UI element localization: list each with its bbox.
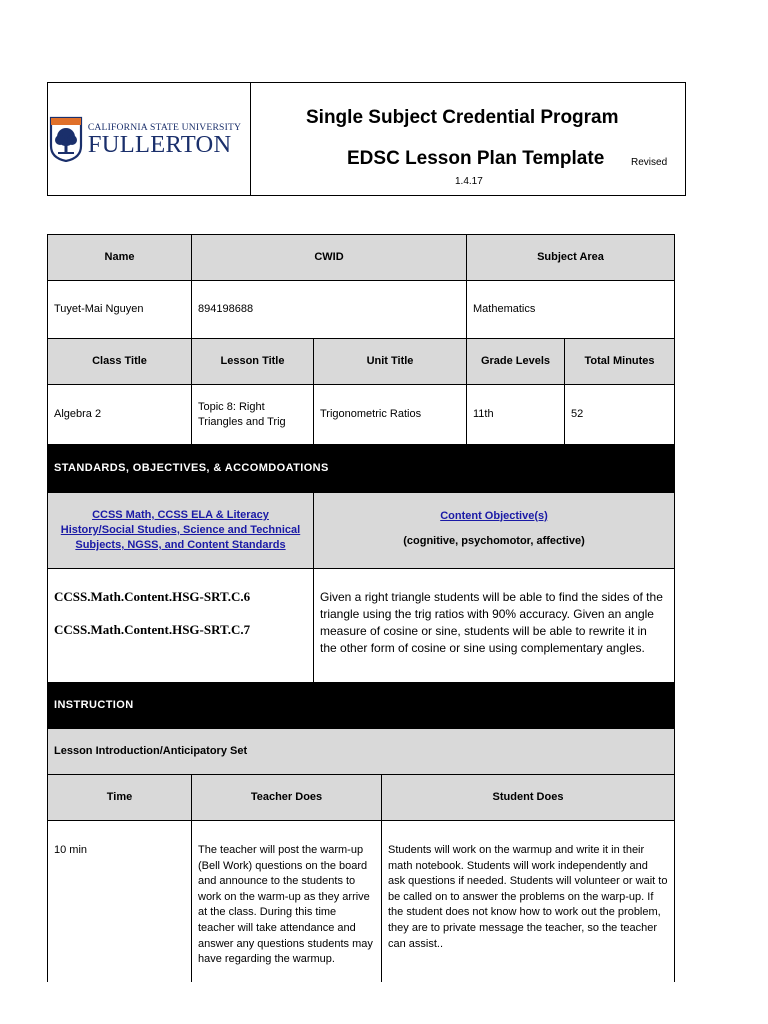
cwid-header: CWID [192,235,467,280]
program-title: Single Subject Credential Program [306,107,619,128]
content-objectives-link[interactable]: Content Objective(s) [440,509,548,522]
logo-university-line: CALIFORNIA STATE UNIVERSITY [87,121,242,133]
grade-levels-header: Grade Levels [467,339,565,384]
subject-area-value: Mathematics [473,303,536,315]
title-cell [251,83,685,195]
objectives-note: (cognitive, psychomotor, affective) [403,534,585,547]
lesson-title-header: Lesson Title [192,339,314,384]
lesson-intro-row [47,728,675,774]
document-header [47,82,686,196]
university-logo [49,116,241,162]
time-value: 10 min [48,821,192,982]
student-does-header: Student Does [492,791,564,803]
name-value: Tuyet-Mai Nguyen [48,281,192,338]
class-value-row [47,384,675,444]
standards-section-bar: STANDARDS, OBJECTIVES, & ACCOMDOATIONS [47,444,675,492]
logo-cell [48,83,251,195]
activity-header-row [47,774,675,820]
lesson-plan-table [47,234,675,982]
class-header-row [47,338,675,384]
logo-campus-name: FULLERTON [87,130,232,158]
standards-header-row [47,492,675,568]
total-minutes-header: Total Minutes [584,355,655,367]
unit-title-value: Trigonometric Ratios [314,385,467,444]
info-value-row [47,280,675,338]
standards-content-row [47,568,675,682]
grade-levels-value: 11th [467,385,565,444]
teacher-does-header: Teacher Does [192,775,382,820]
standards-list [48,569,314,682]
lesson-intro-label: Lesson Introduction/Anticipatory Set [54,745,248,757]
standard-code: CCSS.Math.Content.HSG-SRT.C.6 [54,589,251,604]
cwid-value: 894198688 [192,281,467,338]
objective-text: Given a right triangle students will be able to find the sides of the triangle using the trig ratios with 90% accuracy. Given an angle measure of cosine or sine, students will be able to rewrite it in the other form of cosine or sine using complementary angles. [320,590,663,655]
standards-link[interactable]: CCSS Math, CCSS ELA & Literacy History/Social Studies, Science and Technical Subjects, NGSS, and Content Standards [60,509,301,551]
template-title: EDSC Lesson Plan Template [347,148,605,169]
total-minutes-value: 52 [571,408,584,420]
class-title-header: Class Title [48,339,192,384]
subject-area-header: Subject Area [537,251,604,263]
unit-title-header: Unit Title [314,339,467,384]
name-header: Name [48,235,192,280]
standard-code: CCSS.Math.Content.HSG-SRT.C.7 [54,622,251,637]
class-title-value: Algebra 2 [48,385,192,444]
teacher-does-text: The teacher will post the warm-up (Bell Work) questions on the board and announce to the students to work on the warm-up as they arrive at the class. During this time teacher will take attendance and answer any questions students may have regarding the warmup. [192,821,382,982]
time-header: Time [48,775,192,820]
objectives-header-cell [314,493,674,568]
lesson-title-value: Topic 8: Right Triangles and Trig [192,385,314,444]
revised-label: Revised [631,157,668,168]
standards-header-cell [48,493,314,568]
activity-row [47,820,675,982]
revised-date: 1.4.17 [455,176,483,187]
student-does-text: Students will work on the warmup and write it in their math notebook. Students will work independently and ask questions if needed. Students will volunteer or wait to be called on to answer the problems on the warp-up. If the student does not know how to work out the problem, they are to private message the teacher, so the teacher can assist.. [388,844,668,950]
tree-seal-icon [49,116,83,162]
instruction-section-bar: INSTRUCTION [47,682,675,728]
info-header-row [47,234,675,280]
